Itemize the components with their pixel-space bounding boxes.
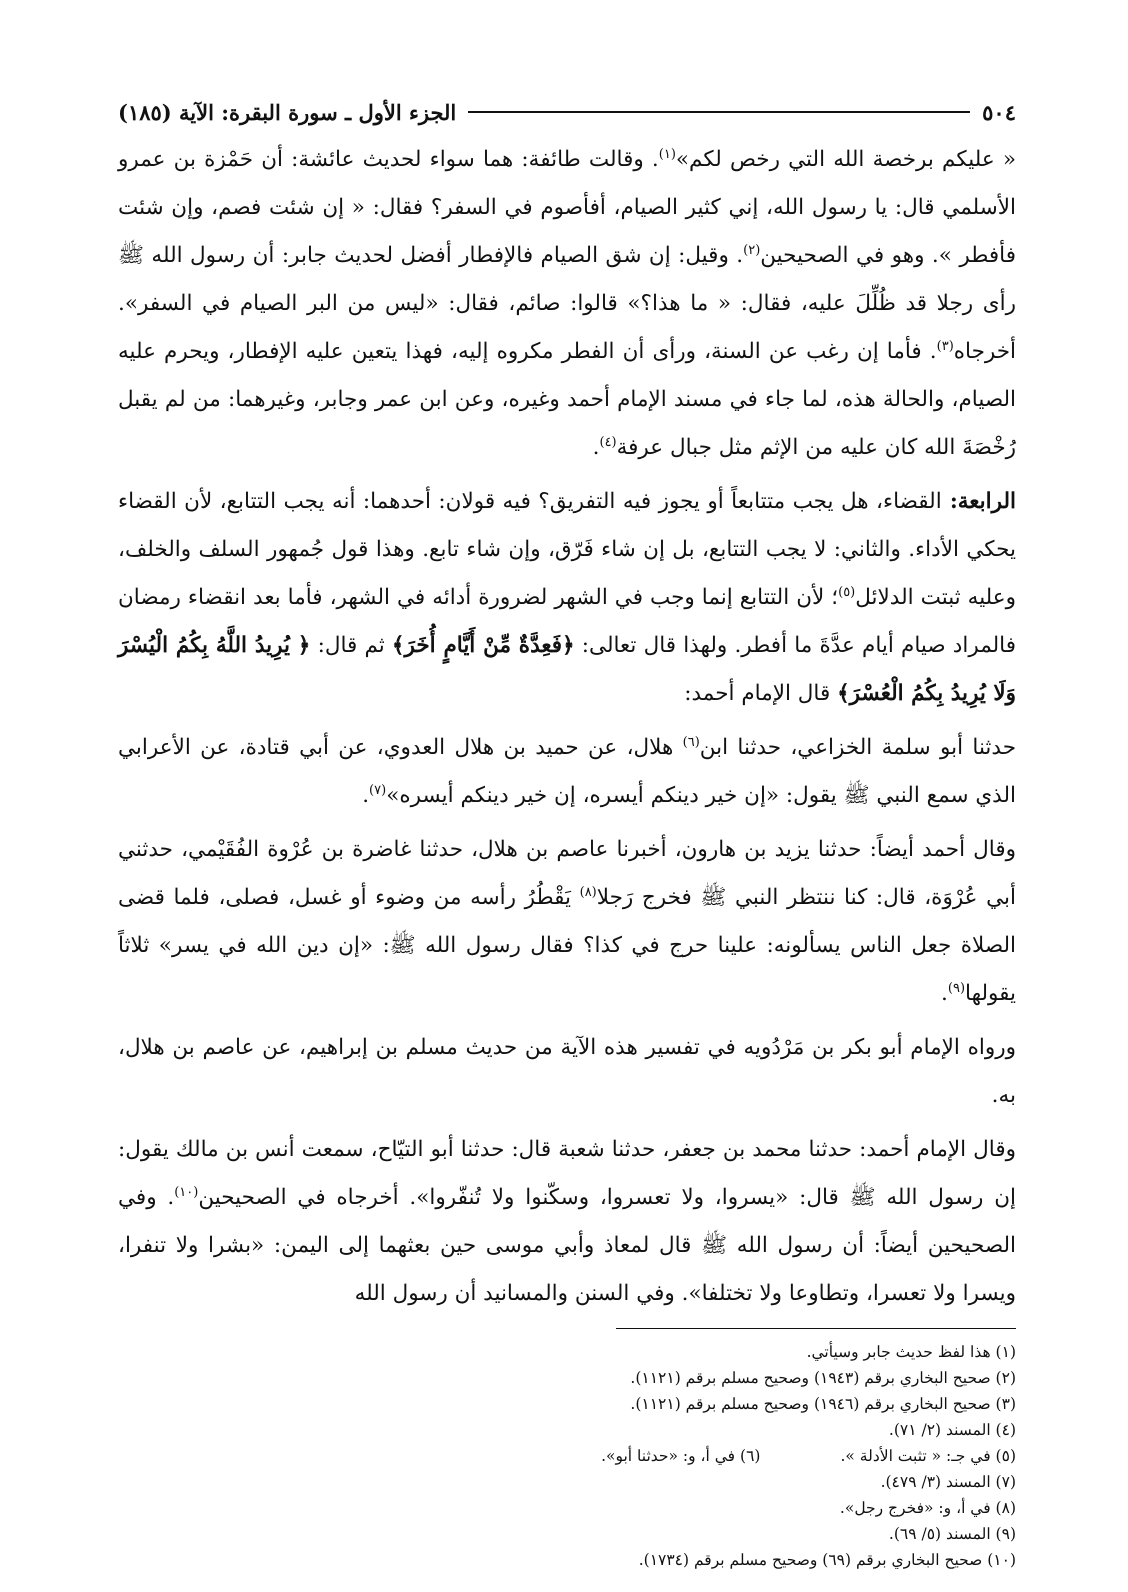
text-segment: قال الإمام أحمد: xyxy=(684,681,838,706)
footnote-7: (٧) المسند (٣/ ٤٧٩). xyxy=(880,1473,1016,1491)
footnote-marker: (٥) xyxy=(838,584,856,600)
footnote-10: (١٠) صحيح البخاري برقم (٦٩) وصحيح مسلم برقم (١٧٣٤). xyxy=(638,1551,1016,1569)
footnote-marker: (١) xyxy=(658,146,676,162)
footnote-2: (٢) صحيح البخاري برقم (١٩٤٣) وصحيح مسلم برقم (١١٢١). xyxy=(630,1369,1016,1387)
text-segment: ؛ لأن التتابع إنما وجب في الشهر لضرورة أدائه في الشهر، فأما بعد انقضاء رمضان فالمراد صيام أيام عدَّةَ ما أفطر. ولهذا قال تعالى: xyxy=(118,585,1017,658)
text-segment: وقال الإمام أحمد: حدثنا محمد بن جعفر، حدثنا شعبة قال: حدثنا أبو التيّاح، سمعت أنس بن مالك يقول: إن رسول الله ﷺ قال: «يسروا، ولا تعسروا، وسكّنوا ولا تُنفّروا». أخرجاه في الصحيحين xyxy=(118,1137,1016,1210)
footnote-separator xyxy=(616,1328,1016,1329)
footnote-marker: (٢) xyxy=(743,242,761,258)
footnote-5: (٥) في جـ: « تثبت الأدلة ». xyxy=(840,1447,1016,1465)
paragraph xyxy=(118,724,1016,820)
footnote-marker: (٦) xyxy=(682,734,700,750)
footnote-6: (٦) في أ، و: «حدثنا أبو». xyxy=(601,1447,761,1465)
text-segment: حدثنا أبو سلمة الخزاعي، حدثنا ابن xyxy=(699,735,1016,760)
paragraph xyxy=(118,1126,1016,1318)
text-segment: . xyxy=(592,435,600,460)
footnote-marker: (٧) xyxy=(369,782,387,798)
text-segment: يَقْطُرُ رأسه من وضوء أو غسل، فصلى، فلما قضى الصلاة جعل الناس يسألونه: علينا حرج في كذا؟ فقال رسول الله ﷺ: «إن دين الله في يسر» ثلاثاً يقولها xyxy=(118,885,1016,1006)
text-segment: القضاء، هل يجب متتابعاً أو يجوز فيه التفريق؟ فيه قولان: أحدهما: أنه يجب التتابع، لأن القضاء يحكي الأداء. والثاني: لا يجب التتابع، بل إن شاء فَرّق، وإن شاء تابع. وهذا قول جُمهور السلف والخلف، وعليه ثبتت الدلائل xyxy=(118,489,1017,610)
bold-text: ﴿ يُرِيدُ اللَّهُ بِكُمُ الْيُسْرَ وَلَا يُرِيدُ بِكُمُ الْعُسْرَ﴾ xyxy=(118,633,1016,706)
footnote-1: (١) هذا لفظ حديث جابر وسيأتي. xyxy=(806,1343,1016,1361)
text-segment: . وقيل: إن شق الصيام فالإفطار أفضل لحديث جابر: أن رسول الله ﷺ رأى رجلا قد ظُلِّلَ عليه، فقال: « ما هذا؟» قالوا: صائم، فقال: «ليس من البر الصيام في السفر». أخرجاه xyxy=(118,243,1016,364)
paragraph xyxy=(118,1024,1016,1120)
footnote-3: (٣) صحيح البخاري برقم (١٩٤٦) وصحيح مسلم برقم (١١٢١). xyxy=(630,1395,1016,1413)
text-segment: . وقالت طائفة: هما سواء لحديث عائشة: أن حَمْزة بن عمرو الأسلمي قال: يا رسول الله، إني كثير الصيام، أفأصوم في السفر؟ فقال: « إن شئت فصم، وإن شئت فأفطر ». وهو في الصحيحين xyxy=(118,147,1016,268)
paragraph xyxy=(118,478,1016,718)
footnote-marker: (٤) xyxy=(599,434,617,450)
footnote-marker: (٨) xyxy=(579,884,597,900)
footnotes xyxy=(118,1339,1016,1573)
footnote-row-5-6 xyxy=(118,1443,1016,1469)
text-segment: ورواه الإمام أبو بكر بن مَرْدُويه في تفسير هذه الآية من حديث مسلم بن إبراهيم، عن عاصم بن هلال، به. xyxy=(118,1035,1016,1108)
text-segment: هلال، عن حميد بن هلال العدوي، عن أبي قتادة، عن الأعرابي الذي سمع النبي ﷺ يقول: «إن خير دينكم أيسره، إن خير دينكم أيسره» xyxy=(118,735,1016,808)
footnote-8: (٨) في أ، و: «فخرج رجل». xyxy=(839,1499,1016,1517)
text-segment: . وفي الصحيحين أيضاً: أن رسول الله ﷺ قال لمعاذ وأبي موسى حين بعثهما إلى اليمن: «بشرا ولا تنفرا، ويسرا ولا تعسرا، وتطاوعا ولا تختلفا». وفي السنن والمسانيد أن رسول الله xyxy=(118,1185,1016,1306)
text-segment: . xyxy=(941,981,948,1006)
footnote-4: (٤) المسند (٢/ ٧١). xyxy=(888,1421,1016,1439)
footnote-marker: (٣) xyxy=(936,338,954,354)
header-title: الجزء الأول ـ سورة البقرة: الآية (١٨٥) xyxy=(118,99,457,125)
paragraph xyxy=(118,136,1016,472)
footnote-marker: (٩) xyxy=(947,980,966,996)
running-header xyxy=(118,92,1016,132)
footnote-9: (٩) المسند (٥/ ٦٩). xyxy=(888,1525,1016,1543)
text-segment: وقال أحمد أيضاً: حدثنا يزيد بن هارون، أخبرنا عاصم بن هلال، حدثنا غاضرة بن عُرْوة الفُقَيْمي، حدثني أبي عُرْوَة، قال: كنا ننتظر النبي ﷺ فخرج رَجلا xyxy=(118,837,1017,910)
page-number: ٥٠٤ xyxy=(982,99,1016,125)
header-rule xyxy=(468,111,970,113)
text-segment: . فأما إن رغب عن السنة، ورأى أن الفطر مكروه إليه، فهذا يتعين عليه الإفطار، ويحرم عليه الصيام، والحالة هذه، لما جاء في مسند الإمام أحمد وغيره، وعن ابن عمر وجابر، وغيرهما: من لم يقبل رُخْصَةَ الله كان عليه من الإثم مثل جبال عرفة xyxy=(118,339,1016,460)
main-text xyxy=(118,136,1016,1318)
text-segment: ثم قال: xyxy=(310,633,392,658)
bold-text: الرابعة: xyxy=(941,489,1016,514)
text-segment: . xyxy=(362,783,370,808)
paragraph xyxy=(118,826,1016,1018)
bold-text: ﴿فَعِدَّةٌ مِّنْ أَيَّامٍ أُخَرَ﴾ xyxy=(391,633,575,658)
footnote-marker: (١٠) xyxy=(174,1184,199,1200)
text-segment: « عليكم برخصة الله التي رخص لكم» xyxy=(675,147,1016,172)
